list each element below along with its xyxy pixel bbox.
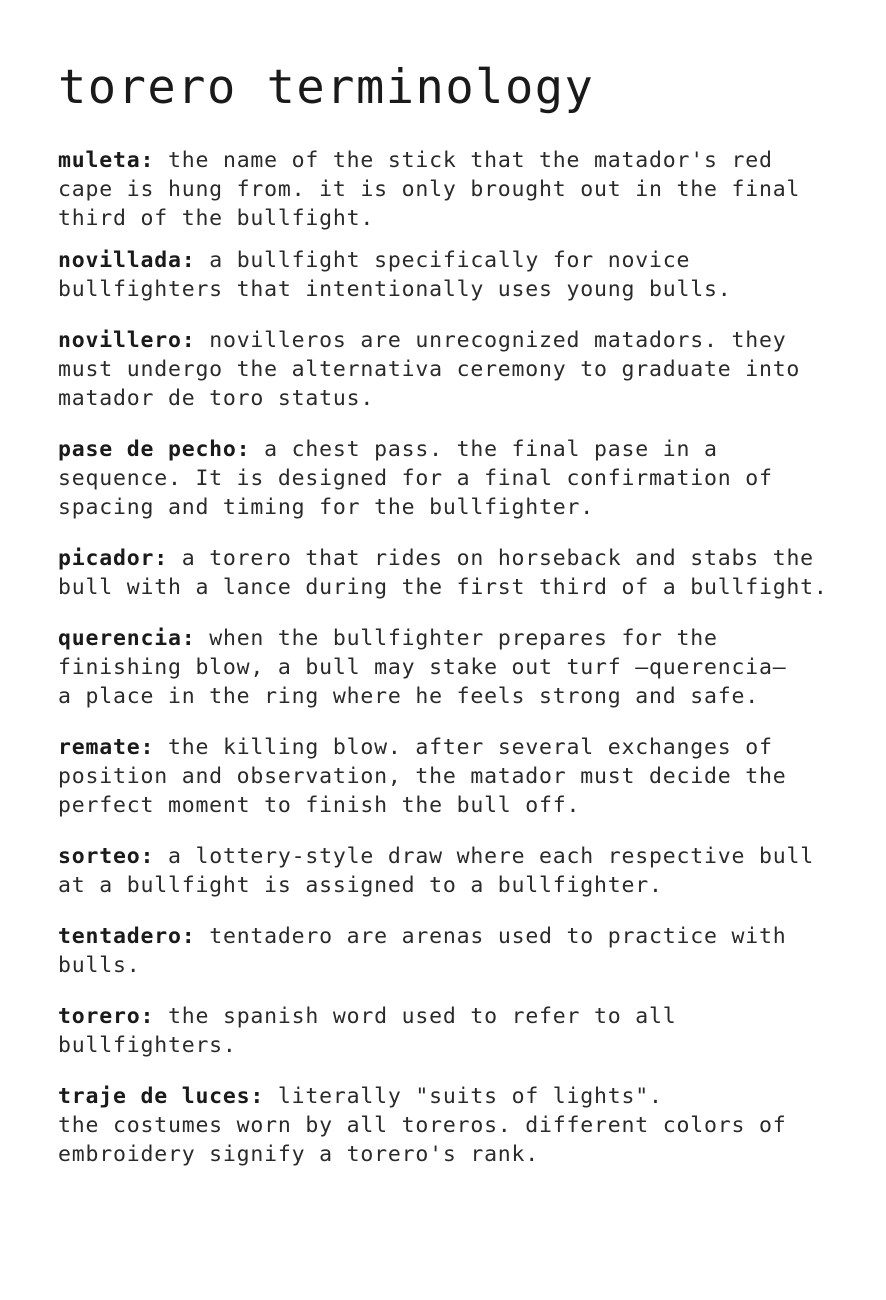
glossary-entry-remate <box>58 733 870 820</box>
glossary-definition: when the bullfighter prepares for the finishing blow, a bull may stake out turf —querencia— a place in the ring where he feels strong and safe. <box>58 626 787 709</box>
glossary-entry-tentadero <box>58 922 870 980</box>
glossary-definition: a lottery-style draw where each respective bull at a bullfight is assigned to a bullfighter. <box>58 844 814 898</box>
glossary-term: tentadero: <box>58 924 196 949</box>
glossary-term: novillero: <box>58 328 196 353</box>
glossary-definition: literally "suits of lights". the costumes worn by all toreros. different colors of embroidery signify a torero's rank. <box>58 1084 787 1167</box>
glossary-entry-torero <box>58 1002 870 1060</box>
glossary-entry-traje-de-luces <box>58 1082 870 1169</box>
glossary-term: picador: <box>58 546 168 571</box>
glossary-entry-muleta <box>58 146 870 233</box>
glossary-definition: a chest pass. the final pase in a sequence. It is designed for a final confirmation of spacing and timing for the bullfighter. <box>58 437 773 520</box>
glossary-definition: a torero that rides on horseback and stabs the bull with a lance during the first third of a bullfight. <box>58 546 828 600</box>
glossary-list <box>58 146 870 1169</box>
glossary-term: remate: <box>58 735 155 760</box>
glossary-definition: the spanish word used to refer to all bullfighters. <box>58 1004 677 1058</box>
glossary-entry-picador <box>58 544 870 602</box>
glossary-definition: a bullfight specifically for novice bullfighters that intentionally uses young bulls. <box>58 248 732 302</box>
glossary-term: querencia: <box>58 626 196 651</box>
glossary-definition: the killing blow. after several exchanges of position and observation, the matador must decide the perfect moment to finish the bull off. <box>58 735 787 818</box>
glossary-entry-novillero <box>58 326 870 413</box>
glossary-entry-novillada <box>58 246 870 304</box>
glossary-entry-sorteo <box>58 842 870 900</box>
glossary-term: traje de luces: <box>58 1084 265 1109</box>
glossary-term: torero: <box>58 1004 155 1029</box>
glossary-definition: novilleros are unrecognized matadors. they must undergo the alternativa ceremony to graduate into matador de toro status. <box>58 328 801 411</box>
glossary-entry-querencia <box>58 624 870 711</box>
document-page <box>58 58 870 1169</box>
glossary-definition: tentadero are arenas used to practice with bulls. <box>58 924 787 978</box>
glossary-term: pase de pecho: <box>58 437 251 462</box>
glossary-term: sorteo: <box>58 844 155 869</box>
glossary-entry-pase-de-pecho <box>58 435 870 522</box>
glossary-term: novillada: <box>58 248 196 273</box>
glossary-definition: the name of the stick that the matador's red cape is hung from. it is only brought out in the final third of the bullfight. <box>58 148 801 231</box>
page-title: torero terminology <box>58 60 595 115</box>
glossary-term: muleta: <box>58 148 155 173</box>
